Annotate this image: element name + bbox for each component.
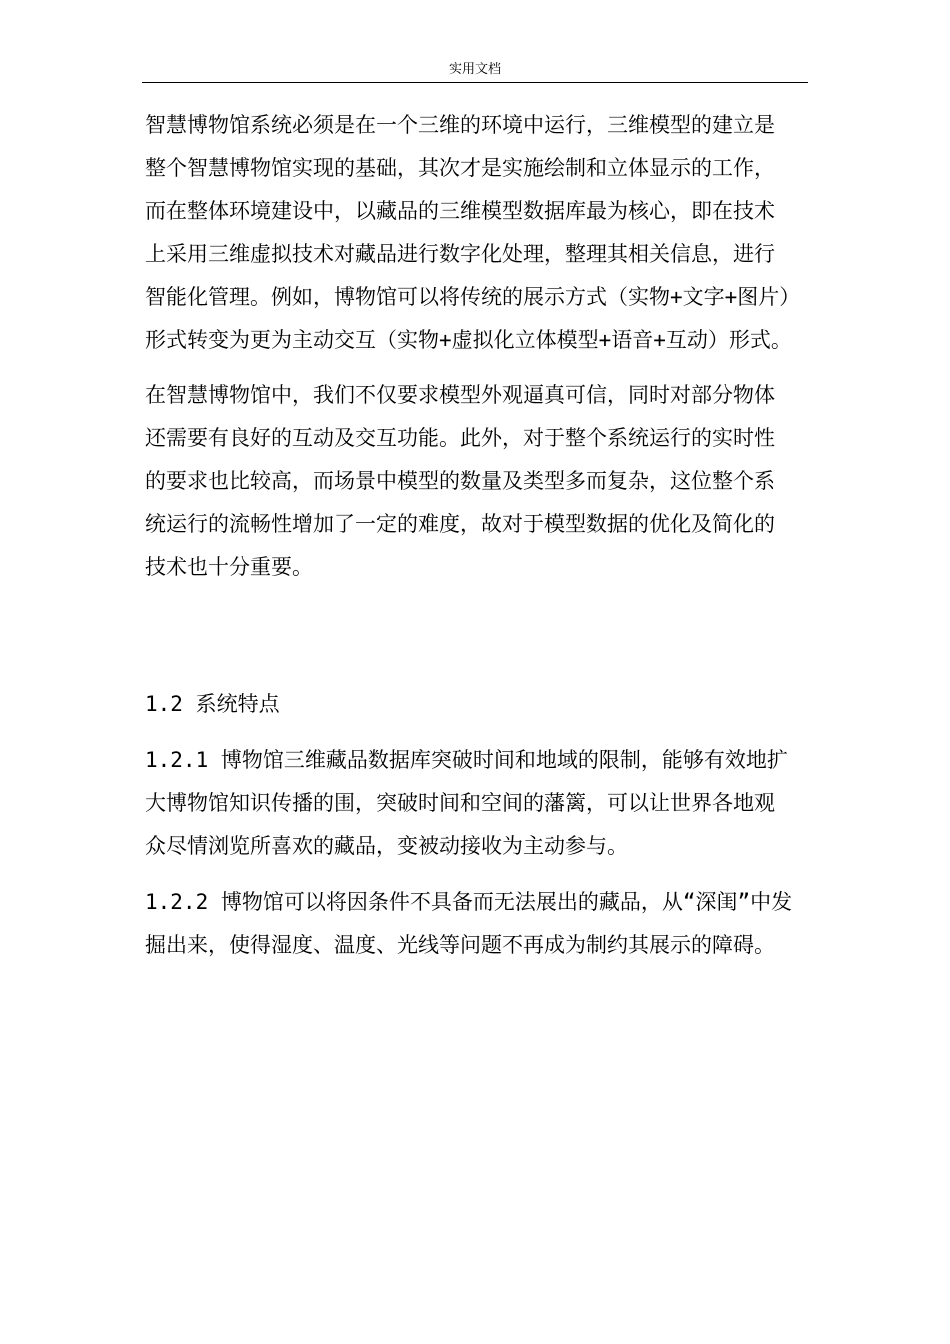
paragraph-intro: 智慧博物馆系统必须是在一个三维的环境中运行，三维模型的建立是整个智慧博物馆实现的基础，其次才是实施绘制和立体显示的工作，而在整体环境建设中，以藏品的三维模型数据库最为核心，即在技术上采用三维虚拟技术对藏品进行数字化处理，整理其相关信息，进行智能化管理。例如，博物馆可以将传统的展示方式（实物+文字+图片）形式转变为更为主动交互（实物+虚拟化立体模型+语音+互动）形式。 bbox=[145, 113, 792, 352]
section-heading: 1.2 系统特点 bbox=[145, 692, 280, 716]
paragraph-feature-1: 1.2.1 博物馆三维藏品数据库突破时间和地域的限制，能够有效地扩大博物馆知识传播的围，突破时间和空间的藩篱，可以让世界各地观众尽情浏览所喜欢的藏品，变被动接收为主动参与。 bbox=[145, 748, 788, 858]
document-body bbox=[145, 104, 795, 967]
header-divider bbox=[142, 82, 808, 83]
paragraph-feature-2: 1.2.2 博物馆可以将因条件不具备而无法展出的藏品，从“深闺”中发掘出来，使得湿度、温度、光线等问题不再成为制约其展示的障碍。 bbox=[145, 890, 793, 957]
paragraph-requirements: 在智慧博物馆中，我们不仅要求模型外观逼真可信，同时对部分物体还需要有良好的互动及交互功能。此外，对于整个系统运行的实时性的要求也比较高，而场景中模型的数量及类型多而复杂，这位整个系统运行的流畅性增加了一定的难度，故对于模型数据的优化及简化的技术也十分重要。 bbox=[145, 383, 775, 579]
page-header-title: 实用文档 bbox=[448, 62, 501, 77]
